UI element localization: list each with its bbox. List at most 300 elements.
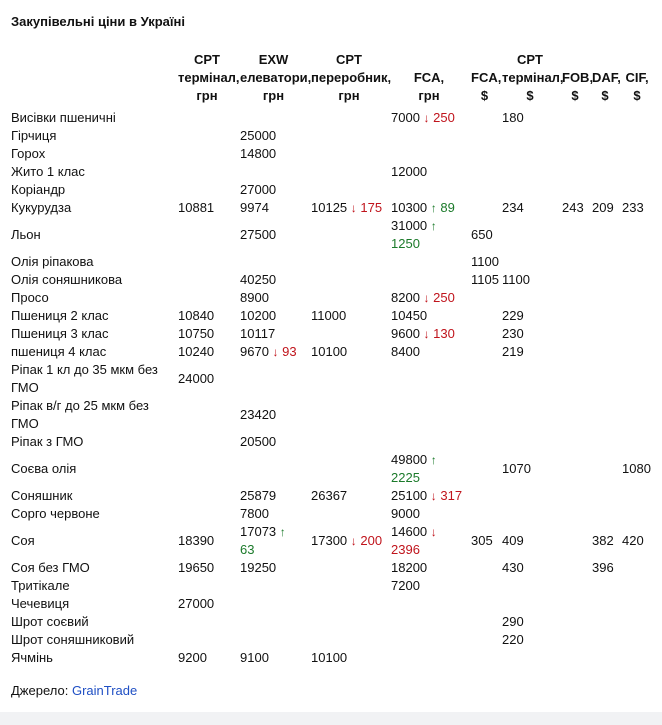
column-header: FCA, грн: [413, 70, 445, 103]
price-cell: [469, 505, 500, 523]
product-name: Просо: [11, 290, 49, 305]
price-cell: [389, 505, 469, 523]
price-value: 10200: [240, 308, 277, 323]
price-cell: [309, 127, 389, 145]
price-cell: [389, 127, 469, 145]
price-change: 2225: [391, 470, 420, 485]
price-cell: [500, 253, 560, 271]
price-change: 63: [240, 542, 255, 557]
price-cell: [560, 397, 590, 433]
price-cell: [500, 595, 560, 613]
price-cell: [389, 361, 469, 397]
price-value: 18200: [391, 560, 428, 575]
price-cell: [560, 271, 590, 289]
price-cell: [469, 649, 500, 667]
source-line: [11, 683, 137, 698]
price-cell: [389, 433, 469, 451]
price-cell: [469, 595, 500, 613]
price-cell: [389, 613, 469, 631]
price-cell: [620, 109, 654, 127]
price-cell: [176, 397, 238, 433]
price-cell: [500, 631, 560, 649]
column-header: CIF, $: [625, 70, 649, 103]
price-cell: [176, 595, 238, 613]
price-cell: [620, 523, 654, 559]
price-cell: [389, 271, 469, 289]
price-cell: [560, 433, 590, 451]
price-cell: [238, 631, 309, 649]
price-cell: [309, 253, 389, 271]
price-value: 650: [471, 227, 493, 242]
price-value: 1070: [502, 461, 531, 476]
price-cell: [176, 523, 238, 559]
price-cell: [500, 109, 560, 127]
price-cell: [309, 163, 389, 181]
table-row: [9, 271, 654, 289]
column-header: [9, 51, 176, 109]
price-cell: [309, 523, 389, 559]
price-change-value: 130: [433, 326, 455, 341]
price-cell: [176, 289, 238, 307]
table-row: [9, 181, 654, 199]
price-value: 8400: [391, 344, 420, 359]
price-cell: [590, 505, 620, 523]
price-value: 230: [502, 326, 524, 341]
price-cell: [620, 505, 654, 523]
price-cell: [620, 577, 654, 595]
price-cell: [176, 145, 238, 163]
table-row: [9, 217, 654, 253]
table-row: [9, 289, 654, 307]
table-row: [9, 595, 654, 613]
price-cell: [620, 343, 654, 361]
product-name: Жито 1 клас: [11, 164, 85, 179]
price-cell: [176, 217, 238, 253]
price-cell: [560, 199, 590, 217]
price-cell: [309, 325, 389, 343]
price-cell: [176, 487, 238, 505]
price-cell: [500, 145, 560, 163]
table-row: [9, 649, 654, 667]
price-cell: [560, 595, 590, 613]
price-cell: [309, 649, 389, 667]
price-cell: [389, 181, 469, 199]
product-name: Шрот соєвий: [11, 614, 89, 629]
price-value: 18390: [178, 533, 215, 548]
price-cell: [238, 307, 309, 325]
price-cell: [560, 523, 590, 559]
price-cell: [309, 397, 389, 433]
product-name: Шрот соняшниковий: [11, 632, 135, 647]
price-cell: [389, 325, 469, 343]
price-cell: [309, 487, 389, 505]
price-cell: [309, 289, 389, 307]
product-name: пшениця 4 клас: [11, 344, 107, 359]
price-cell: [238, 487, 309, 505]
price-cell: [469, 343, 500, 361]
product-name: Ячмінь: [11, 650, 53, 665]
price-cell: [590, 325, 620, 343]
price-cell: [500, 577, 560, 595]
price-cell: [560, 127, 590, 145]
price-cell: [500, 217, 560, 253]
price-cell: [238, 523, 309, 559]
price-value: 305: [471, 533, 493, 548]
price-value: 180: [502, 110, 524, 125]
price-cell: [469, 397, 500, 433]
price-value: 10840: [178, 308, 215, 323]
table-row: [9, 505, 654, 523]
product-name: Кукурудза: [11, 200, 72, 215]
price-value: 24000: [178, 371, 215, 386]
price-cell: [500, 523, 560, 559]
price-value: 17300: [311, 533, 348, 548]
price-cell: [389, 487, 469, 505]
price-cell: [560, 163, 590, 181]
column-header: CPT термінал, $: [502, 52, 564, 103]
arrow-down-icon: ↓: [272, 345, 279, 359]
price-cell: [238, 613, 309, 631]
price-cell: [238, 397, 309, 433]
price-cell: [309, 451, 389, 487]
price-cell: [620, 217, 654, 253]
price-value: 409: [502, 533, 524, 548]
price-value: 10750: [178, 326, 215, 341]
table-row: [9, 433, 654, 451]
price-value: 12000: [391, 164, 428, 179]
price-cell: [560, 307, 590, 325]
price-cell: [500, 505, 560, 523]
price-cell: [500, 127, 560, 145]
price-cell: [176, 505, 238, 523]
price-value: 396: [592, 560, 614, 575]
table-body: [9, 109, 654, 667]
price-cell: [389, 397, 469, 433]
price-change: 1250: [391, 236, 420, 251]
price-cell: [500, 325, 560, 343]
price-value: 20500: [240, 434, 277, 449]
price-cell: [590, 613, 620, 631]
product-name: Пшениця 2 клас: [11, 308, 109, 323]
arrow-down-icon: ↓: [350, 534, 357, 548]
price-cell: [309, 433, 389, 451]
price-value: 10125: [311, 200, 348, 215]
price-cell: [176, 613, 238, 631]
price-cell: [469, 559, 500, 577]
price-cell: [620, 325, 654, 343]
table-row: [9, 199, 654, 217]
price-cell: [176, 163, 238, 181]
price-cell: [500, 307, 560, 325]
price-cell: [238, 361, 309, 397]
price-cell: [620, 487, 654, 505]
source-link[interactable]: GrainTrade: [71, 683, 138, 698]
price-change-value: 93: [282, 344, 297, 359]
price-change: 2396: [391, 542, 420, 557]
price-value: 49800: [391, 452, 428, 467]
price-cell: [469, 145, 500, 163]
price-change-value: 200: [360, 533, 383, 548]
price-cell: [469, 487, 500, 505]
price-cell: [176, 361, 238, 397]
price-value: 209: [592, 200, 614, 215]
price-cell: [238, 217, 309, 253]
product-name: Висівки пшеничні: [11, 110, 116, 125]
column-header: EXW елеватори, грн: [240, 52, 312, 103]
arrow-down-icon: ↓: [423, 111, 430, 125]
price-change-value: 89: [440, 200, 455, 215]
price-cell: [309, 505, 389, 523]
column-header: FCA, $: [471, 70, 502, 103]
price-cell: [469, 577, 500, 595]
price-cell: [309, 199, 389, 217]
price-value: 243: [562, 200, 584, 215]
column-header: CPT переробник, грн: [311, 52, 392, 103]
price-cell: [590, 631, 620, 649]
product-name: Ріпак з ГМО: [11, 434, 84, 449]
arrow-down-icon: ↓: [430, 489, 437, 503]
price-value: 9974: [240, 200, 269, 215]
price-cell: [389, 109, 469, 127]
price-cell: [620, 397, 654, 433]
price-value: 10100: [311, 344, 348, 359]
price-value: 25879: [240, 488, 277, 503]
footer-bar: [0, 712, 662, 725]
price-cell: [560, 451, 590, 487]
price-cell: [560, 217, 590, 253]
price-change: [420, 290, 455, 305]
price-cell: [469, 433, 500, 451]
price-cell: [238, 109, 309, 127]
price-value: 9670: [240, 344, 269, 359]
price-cell: [620, 145, 654, 163]
price-change: [420, 110, 455, 125]
price-cell: [590, 199, 620, 217]
price-cell: [469, 271, 500, 289]
product-name: Соняшник: [11, 488, 73, 503]
table-row: [9, 325, 654, 343]
arrow-up-icon: ↑: [430, 201, 437, 215]
price-value: 233: [622, 200, 644, 215]
price-value: 1080: [622, 461, 651, 476]
price-value: 290: [502, 614, 524, 629]
price-cell: [176, 253, 238, 271]
price-cell: [469, 307, 500, 325]
price-value: 19250: [240, 560, 277, 575]
price-cell: [590, 397, 620, 433]
price-value: 430: [502, 560, 524, 575]
table-header-row: [9, 51, 654, 109]
price-cell: [590, 163, 620, 181]
price-cell: [238, 649, 309, 667]
product-name: Тритікале: [11, 578, 70, 593]
product-name: Ріпак в/г до 25 мкм без ГМО: [11, 398, 149, 431]
arrow-up-icon: ↑: [430, 219, 437, 233]
price-cell: [560, 631, 590, 649]
price-value: 7800: [240, 506, 269, 521]
price-cell: [590, 433, 620, 451]
price-value: 229: [502, 308, 524, 323]
price-cell: [309, 559, 389, 577]
price-value: 40250: [240, 272, 277, 287]
price-cell: [560, 505, 590, 523]
price-cell: [176, 307, 238, 325]
price-value: 10450: [391, 308, 428, 323]
price-cell: [590, 271, 620, 289]
price-cell: [560, 343, 590, 361]
price-change: [347, 200, 382, 215]
price-cell: [389, 523, 469, 559]
table-row: [9, 361, 654, 397]
table-row: [9, 559, 654, 577]
price-cell: [560, 613, 590, 631]
product-name: Льон: [11, 227, 41, 242]
price-cell: [238, 559, 309, 577]
price-cell: [176, 649, 238, 667]
table-row: [9, 487, 654, 505]
price-change: [269, 344, 297, 359]
price-cell: [620, 199, 654, 217]
price-cell: [560, 145, 590, 163]
price-cell: [389, 631, 469, 649]
price-cell: [590, 289, 620, 307]
price-cell: [176, 199, 238, 217]
price-cell: [309, 631, 389, 649]
price-change-value: 250: [433, 110, 455, 125]
price-cell: [238, 451, 309, 487]
price-cell: [560, 559, 590, 577]
price-cell: [389, 253, 469, 271]
price-cell: [590, 577, 620, 595]
price-value: 11000: [311, 308, 347, 323]
price-value: 25000: [240, 128, 277, 143]
price-cell: [469, 181, 500, 199]
table-row: [9, 109, 654, 127]
price-cell: [238, 595, 309, 613]
table-row: [9, 127, 654, 145]
price-cell: [469, 199, 500, 217]
price-cell: [309, 181, 389, 199]
price-cell: [176, 631, 238, 649]
price-cell: [500, 487, 560, 505]
price-cell: [309, 613, 389, 631]
table-row: [9, 577, 654, 595]
price-cell: [238, 199, 309, 217]
price-cell: [469, 325, 500, 343]
price-change-value: 175: [360, 200, 383, 215]
price-cell: [500, 397, 560, 433]
price-cell: [238, 433, 309, 451]
price-cell: [309, 109, 389, 127]
price-value: 9000: [391, 506, 420, 521]
price-cell: [238, 181, 309, 199]
arrow-up-icon: ↑: [430, 453, 437, 467]
price-value: 9600: [391, 326, 420, 341]
price-value: 27500: [240, 227, 277, 242]
price-value: 9200: [178, 650, 207, 665]
price-cell: [176, 325, 238, 343]
arrow-down-icon: ↓: [430, 525, 437, 539]
price-cell: [176, 577, 238, 595]
price-cell: [309, 217, 389, 253]
price-cell: [590, 109, 620, 127]
column-header: CPT термінал, грн: [178, 52, 240, 103]
price-cell: [620, 361, 654, 397]
price-cell: [389, 595, 469, 613]
price-cell: [500, 451, 560, 487]
price-cell: [590, 343, 620, 361]
price-value: 420: [622, 533, 644, 548]
price-value: 23420: [240, 407, 277, 422]
price-value: 10881: [178, 200, 215, 215]
product-name: Соя без ГМО: [11, 560, 90, 575]
price-value: 17073: [240, 524, 277, 539]
price-value: 27000: [178, 596, 215, 611]
price-value: 1105: [471, 272, 499, 287]
price-value: 25100: [391, 488, 428, 503]
price-cell: [620, 613, 654, 631]
table-row: [9, 631, 654, 649]
product-name: Горох: [11, 146, 46, 161]
price-cell: [469, 613, 500, 631]
price-cell: [176, 109, 238, 127]
product-name: Олія соняшникова: [11, 272, 123, 287]
price-cell: [500, 181, 560, 199]
price-cell: [620, 631, 654, 649]
price-cell: [469, 127, 500, 145]
price-cell: [389, 217, 469, 253]
arrow-up-icon: ↑: [279, 525, 286, 539]
prices-table: [9, 51, 654, 667]
table-row: [9, 343, 654, 361]
price-cell: [590, 307, 620, 325]
price-cell: [500, 343, 560, 361]
product-name: Сорго червоне: [11, 506, 100, 521]
table-row: [9, 307, 654, 325]
price-value: 7200: [391, 578, 420, 593]
price-value: 10300: [391, 200, 428, 215]
table-row: [9, 397, 654, 433]
source-label: Джерело:: [11, 683, 69, 698]
price-cell: [560, 289, 590, 307]
price-cell: [590, 253, 620, 271]
price-value: 1100: [471, 254, 499, 269]
table-row: [9, 523, 654, 559]
table-row: [9, 613, 654, 631]
price-cell: [238, 127, 309, 145]
price-change-value: 250: [433, 290, 455, 305]
price-cell: [500, 289, 560, 307]
price-cell: [469, 451, 500, 487]
price-cell: [590, 145, 620, 163]
price-cell: [238, 505, 309, 523]
price-change: [427, 200, 455, 215]
price-cell: [500, 199, 560, 217]
price-cell: [176, 451, 238, 487]
product-name: Ріпак 1 кл до 35 мкм без ГМО: [11, 362, 158, 395]
price-cell: [389, 559, 469, 577]
arrow-down-icon: ↓: [350, 201, 357, 215]
price-cell: [469, 253, 500, 271]
price-value: 14800: [240, 146, 277, 161]
product-name: Коріандр: [11, 182, 66, 197]
price-value: 220: [502, 632, 524, 647]
price-cell: [389, 649, 469, 667]
price-cell: [469, 109, 500, 127]
price-cell: [238, 343, 309, 361]
price-cell: [238, 577, 309, 595]
price-cell: [560, 487, 590, 505]
